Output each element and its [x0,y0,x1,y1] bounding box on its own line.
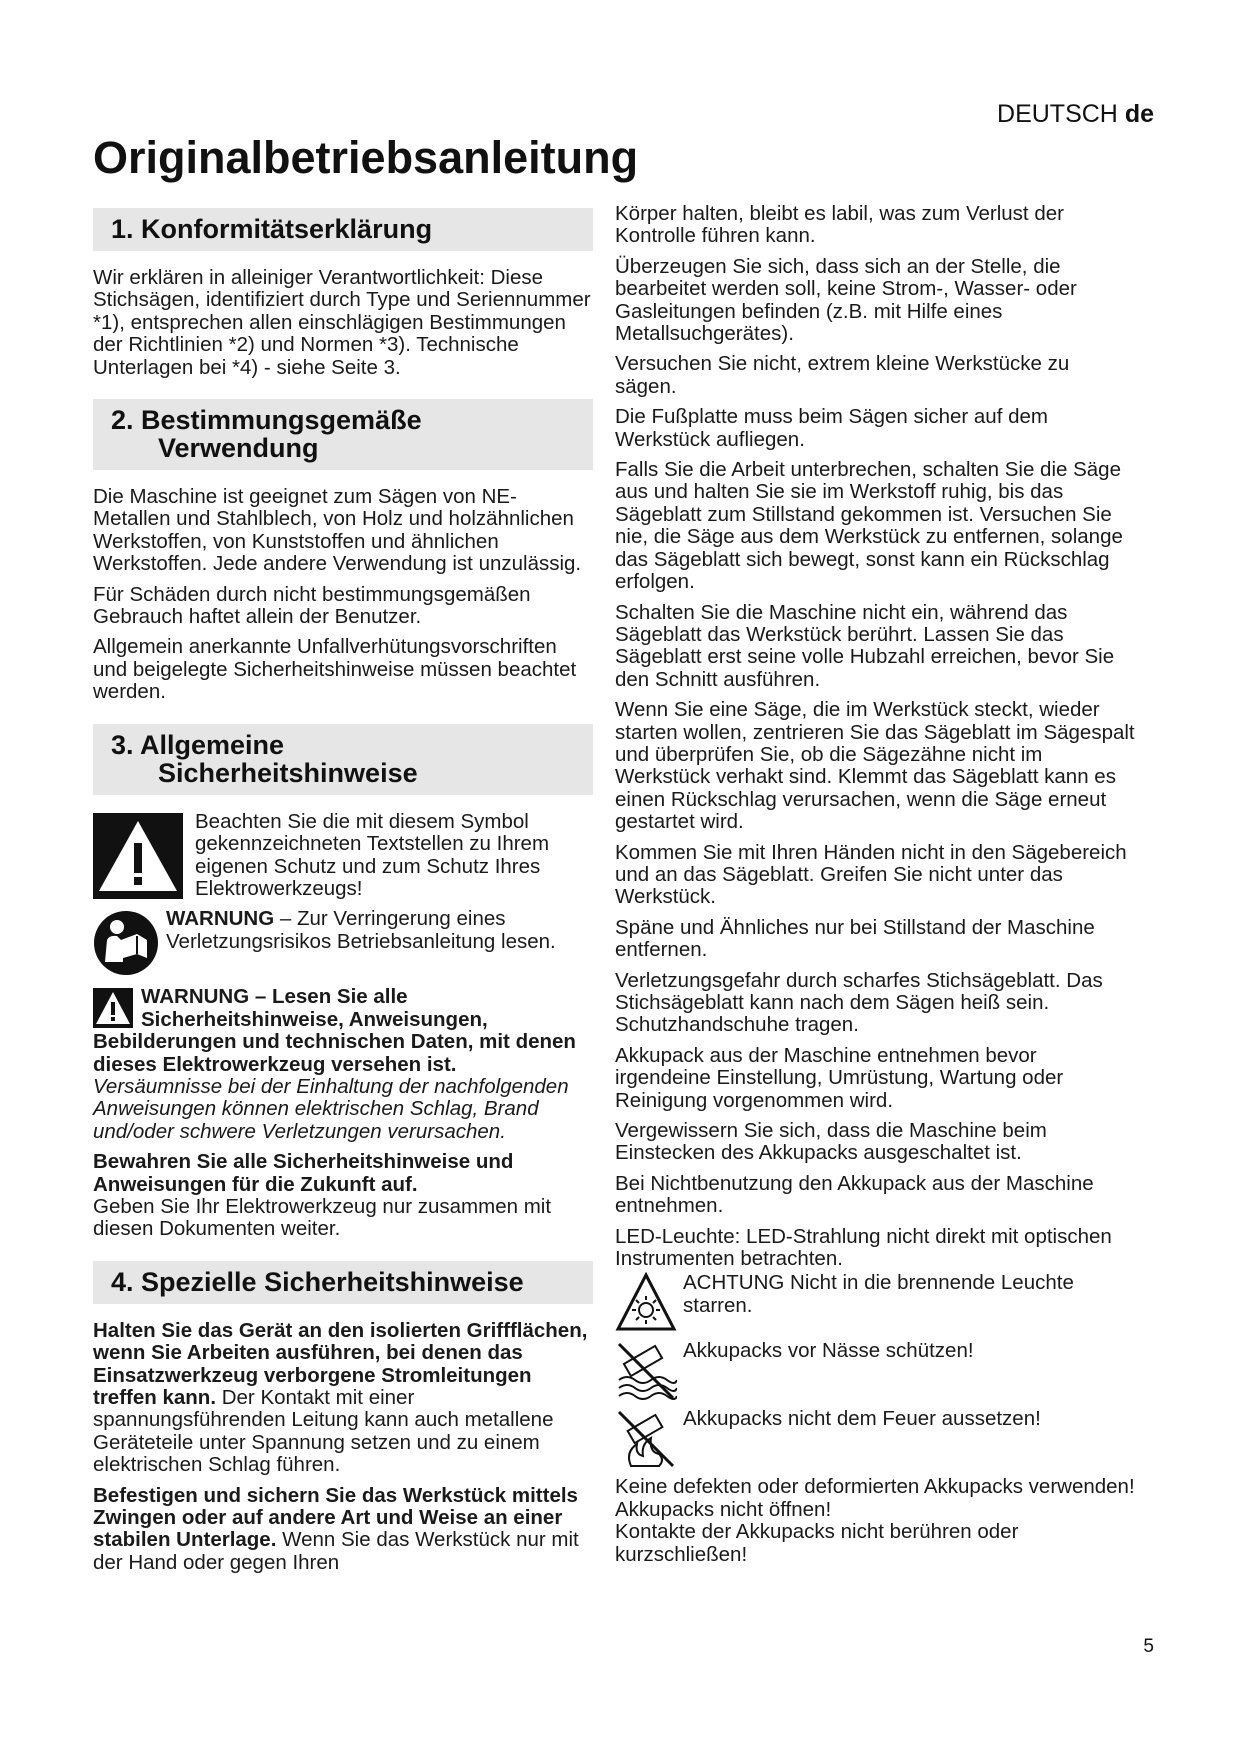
wet-warning-row [615,1340,1135,1402]
language-code: de [1124,100,1154,128]
fire-warning-text: Akkupacks nicht dem Feuer aussetzen! [683,1407,1041,1431]
led-warning-text: ACHTUNG Nicht in die brennende Leuchte starren. [683,1271,1074,1317]
section-4-p1-text: Der Kontakt mit einer spannungsführenden Leitung kann auch metallene Geräteteile unter Spannung setzen und zu einem elektrischen Schlag führen. [93,1386,554,1477]
right-paragraph: Kommen Sie mit Ihren Händen nicht in den Sägebereich und an das Sägeblatt. Greifen Sie nicht unter das Werkstück. [615,840,1127,909]
page-title: Originalbetriebsanleitung [93,132,639,183]
section-2-title-line1: 2. Bestimmungsgemäße [111,405,422,436]
page-number: 5 [1143,1636,1154,1657]
section-3-title-line1: 3. Allgemeine [111,729,285,760]
section-3-title-line2: Sicherheitshinweise [158,757,418,788]
right-paragraph: Späne und Ähnliches nur bei Stillstand der Maschine entfernen. [615,915,1095,962]
fire-warning-row [615,1408,1135,1470]
section-1-body: Wir erklären in alleiniger Verantwortlichkeit: Diese Stichsägen, identifiziert durch Type und Seriennummer *1), entsprechen allen einschlägigen Bestimmungen der Richtlinien *2) und Normen *3). Technische Unterlagen bei *4) - siehe Seite 3. [93,266,591,379]
warning-read-manual-body: – Zur Verringerung eines Verletzungsrisikos Betriebsanleitung lesen. [166,907,556,953]
right-paragraph: Akkupack aus der Maschine entnehmen bevor irgendeine Einstellung, Umrüstung, Wartung oder Reinigung vorgenommen wird. [615,1043,1064,1112]
right-paragraph: Verletzungsgefahr durch scharfes Stichsägeblatt. Das Stichsägeblatt kann nach dem Sägen heiß sein. Schutzhandschuhe tragen. [615,968,1103,1037]
warning-small-triangle-icon [93,988,133,1028]
wet-warning-text: Akkupacks vor Nässe schützen! [683,1339,974,1363]
battery-final-lines [615,1476,1135,1566]
keep-instructions-bold: Bewahren Sie alle Sicherheitshinweise und Anweisungen für die Zukunft auf. [93,1150,514,1196]
warning-general-italic: Versäumnisse bei der Einhaltung der nachfolgenden Anweisungen können elektrischen Schlag, Brand und/oder schwere Verletzungen verursachen. [93,1074,569,1143]
section-4-p2 [93,1485,593,1575]
warning-read-manual-row [93,908,593,976]
led-light-icon [615,1272,677,1334]
section-2-p2: Für Schäden durch nicht bestimmungsgemäßen Gebrauch haftet allein der Benutzer. [93,582,531,629]
right-paragraph: Körper halten, bleibt es labil, was zum Verlust der Kontrolle führen kann. [615,202,1064,248]
right-paragraph: Versuchen Sie nicht, extrem kleine Werkstücke zu sägen. [615,352,1070,398]
right-paragraph: Die Fußplatte muss beim Sägen sicher auf dem Werkstück aufliegen. [615,405,1048,451]
right-paragraph: Wenn Sie eine Säge, die im Werkstück steckt, wieder starten wollen, zentrieren Sie das Sägeblatt im Sägespalt und überprüfen Sie, ob die Sägezähne nicht im Werkstück verhakt sind. Klemmt das Sägeblatt kann es einen Rückschlag verursachen, wenn die Säge erneut gestartet wird. [615,698,1135,834]
section-3-heading [93,724,593,795]
no-water-icon [615,1340,677,1402]
left-column [93,208,593,1582]
section-1-heading: 1. Konformitätserklärung [93,208,593,251]
section-4-p2-bold: Befestigen und sichern Sie das Werkstück mittels Zwingen oder auf andere Art und Weise an einer stabilen Unterlage. [93,1483,578,1552]
battery-line: Kontakte der Akkupacks nicht berühren oder kurzschließen! [615,1520,1019,1566]
right-paragraph: Schalten Sie die Maschine nicht ein, während das Sägeblatt das Werkstück berührt. Lassen Sie das Sägeblatt erst seine volle Hubzahl erreichen, bevor Sie den Schnitt ausführen. [615,600,1115,691]
section-2-heading [93,399,593,470]
right-paragraph: Falls Sie die Arbeit unterbrechen, schalten Sie die Säge aus und halten Sie sie im Werkstoff ruhig, bis das Sägeblatt zum Stillstand gekommen ist. Versuchen Sie nie, die Säge aus dem Werkstück zu entfernen, solange das Sägeblatt sich bewegt, sonst kann ein Rückschlag erfolgen. [615,458,1123,594]
no-fire-icon [615,1408,677,1470]
section-2-title-line2: Verwendung [158,433,319,464]
section-2-p1: Die Maschine ist geeignet zum Sägen von NE-Metallen und Stahlblech, von Holz und holzähnlichen Werkstoffen, von Kunststoffen und ähnlichen Werkstoffen. Jede andere Verwendung ist unzulässig. [93,485,582,576]
battery-line: Keine defekten oder deformierten Akkupacks verwenden! [615,1475,1135,1499]
read-manual-icon [93,910,159,976]
section-4-p1-bold: Halten Sie das Gerät an den isolierten Griffflächen, wenn Sie Arbeiten ausführen, bei denen das Einsatzwerkzeug verborgene Stromleitungen treffen kann. [93,1318,588,1409]
symbol-note-text: Beachten Sie die mit diesem Symbol gekennzeichneten Textstellen zu Ihrem eigenen Schutz und zum Schutz Ihres Elektrowerkzeugs! [195,809,550,900]
led-warning-row [615,1272,1135,1334]
right-paragraph: Vergewissern Sie sich, dass die Maschine beim Einstecken des Akkupacks ausgeschaltet ist. [615,1119,1047,1165]
warning-triangle-icon [93,813,183,899]
battery-line: Akkupacks nicht öffnen! [615,1497,832,1521]
section-4-heading: 4. Spezielle Sicherheitshinweise [93,1261,593,1304]
right-paragraph: Bei Nichtbenutzung den Akkupack aus der Maschine entnehmen. [615,1171,1094,1218]
right-paragraph: Überzeugen Sie sich, dass sich an der Stelle, die bearbeitet werden soll, keine Strom-, Wasser- oder Gasleitungen befinden (z.B. mit Hilfe eines Metallsuchgerätes). [615,254,1077,346]
keep-instructions-text: Geben Sie Ihr Elektrowerkzeug nur zusammen mit diesen Dokumenten weiter. [93,1194,552,1241]
right-column [615,203,1135,1566]
warning-general-bold: WARNUNG – Lesen Sie alle Sicherheitshinweise, Anweisungen, Bebilderungen und technischen Daten, mit denen dieses Elektrowerkzeug versehen ist. [93,985,576,1076]
warning-label: WARNUNG [166,907,275,931]
symbol-note-row [93,811,593,901]
warning-read-manual-text [166,908,593,953]
section-2-p3: Allgemein anerkannte Unfallverhütungsvorschriften und beigelegte Sicherheitshinweise müssen beachtet werden. [93,635,577,704]
warning-general [93,986,593,1143]
section-4-p1 [93,1320,593,1477]
language-name: DEUTSCH [997,100,1118,128]
right-paragraph: LED-Leuchte: LED-Strahlung nicht direkt mit optischen Instrumenten betrachten. [615,1224,1112,1271]
keep-instructions [93,1151,593,1241]
section-4-p2-text: Wenn Sie das Werkstück nur mit der Hand oder gegen Ihren [93,1528,579,1574]
language-label [997,100,1154,129]
